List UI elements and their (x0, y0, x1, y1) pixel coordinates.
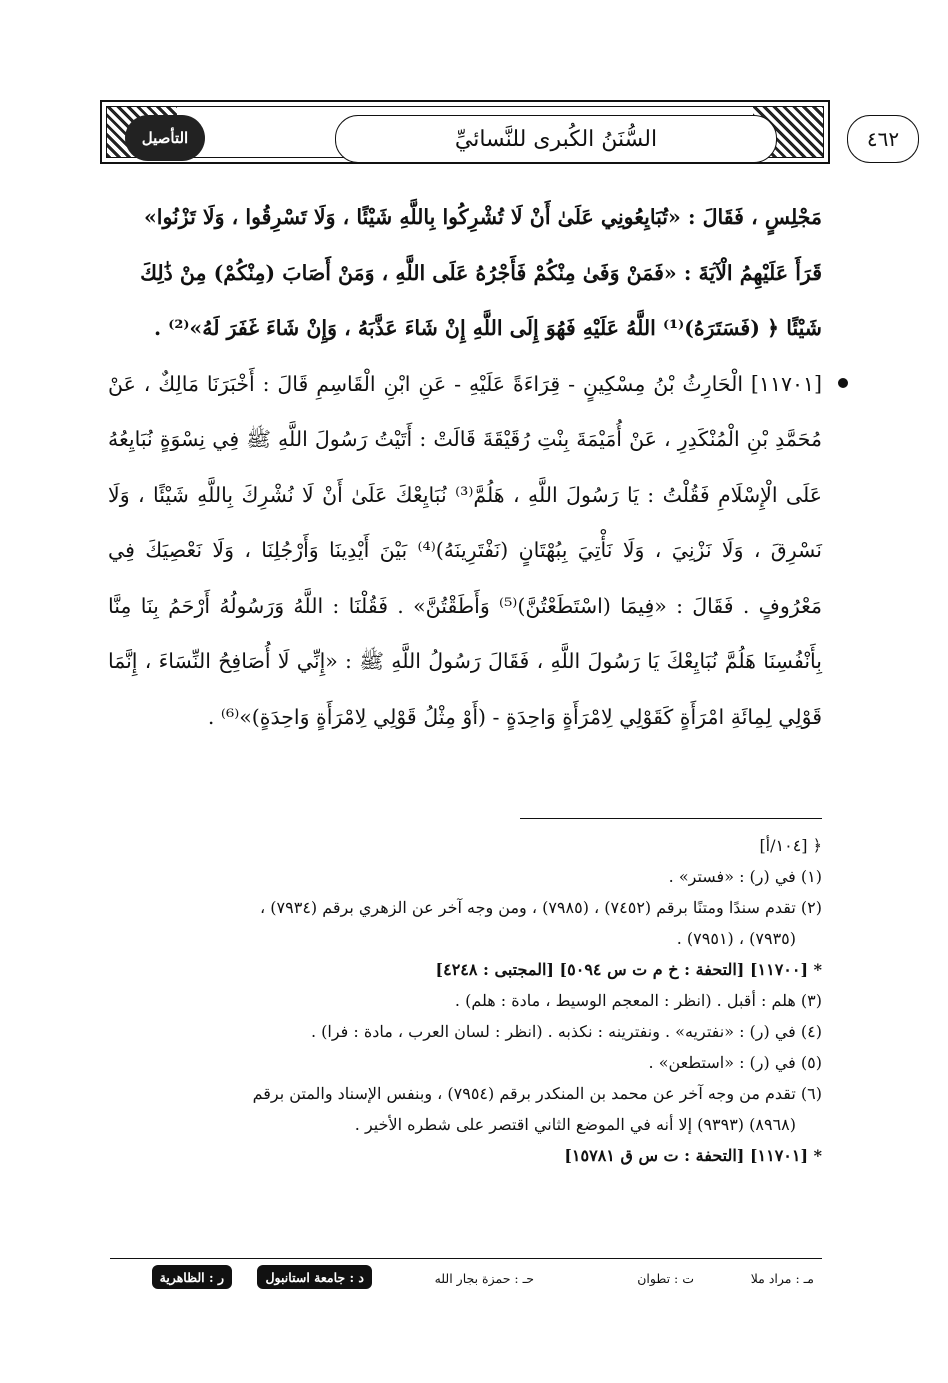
manuscript-code-t: ت : تطوان (637, 1271, 694, 1286)
book-title: السُّنَنُ الكُبرى للنَّسائيِّ (335, 115, 777, 163)
footnote-1: (١) في (ر) : «فستر» . (668, 867, 822, 886)
takhrij-11700: * [١١٧٠٠] [التحفة : خ م ت س ٥٠٩٤] [المجتبى : ٤٢٤٨] (435, 960, 822, 979)
manuscript-badge-d: د : جامعة استانبول (257, 1265, 372, 1289)
footnote-separator (520, 818, 822, 819)
page-header-frame (100, 100, 900, 164)
footer-separator (110, 1258, 822, 1259)
footnote-2-cont: (٧٩٣٥) ، (٧٩٥١) . (676, 929, 796, 948)
text-line-1: مَجْلِسٍ ، فَقَالَ : «تُبَايِعُونِي عَلَىٰ أَنْ لَا تُشْرِكُوا بِاللَّهِ شَيْئًا ، وَلَا تَسْرِقُوا ، وَلَا تَزْنُوا» (143, 205, 822, 229)
footnote-6: (٦) تقدم من وجه آخر عن محمد بن المنكدر برقم (٧٩٥٤) ، وبنفس الإسناد والمتن برقم (252, 1084, 822, 1103)
manuscript-badge-r: ر : الظاهرية (152, 1265, 232, 1289)
footnotes (110, 830, 822, 1171)
folio-marker: ﴿ [١٠٤/أ] (759, 836, 822, 855)
main-text (108, 190, 822, 745)
takhrij-11701: * [١١٧٠١] [التحفة : ت س ق ١٥٧٨١] (564, 1146, 822, 1165)
manuscript-footer (110, 1265, 822, 1293)
footnote-2: (٢) تقدم سندًا ومتنًا برقم (٧٤٥٢) ، (٧٩٨٥) ، ومن وجه آخر عن الزهري برقم (٧٩٣٤) ، (260, 898, 822, 917)
footnote-3: (٣) هلم : أقبل . (انظر : المعجم الوسيط ، مادة : هلم) . (454, 991, 822, 1010)
footnote-4: (٤) في (ر) : «نفتريه» . ونفترينه : نكذبه . (انظر : لسان العرب ، مادة : فرا) . (310, 1022, 822, 1041)
paragraph-bullet (838, 378, 848, 388)
text-line-2: قَرَأَ عَلَيْهِمُ الْآيَةَ : «فَمَنْ وَفَىٰ مِنْكُمْ فَأَجْرُهُ عَلَى اللَّهِ ، وَمَنْ أَصَابَ (مِنْكُمْ) مِنْ ذَٰلِكَ (140, 260, 822, 285)
manuscript-code-h: حـ : حمزة بجار الله (434, 1271, 534, 1286)
page-number: ٤٦٢ (847, 115, 919, 163)
manuscript-code-m: مـ : مراد ملا (750, 1271, 814, 1286)
footnote-5: (٥) في (ر) : «استطعن» . (648, 1053, 822, 1072)
publisher-emblem: التأصيل (125, 115, 205, 161)
hadith-paragraph: [١١٧٠١] الْحَارِثُ بْنُ مِسْكِينٍ - قِرَاءَةً عَلَيْهِ - عَنِ ابْنِ الْقَاسِمِ قَالَ : أَخْبَرَنَا مَالِكٌ ، عَنْ مُحَمَّدِ بْنِ الْمُنْكَدِرِ ، عَنْ أُمَيْمَةَ بِنْتِ رُقَيْقَةَ قَالَتْ : أَتَيْتُ رَسُولَ اللَّهِ ﷺ فِي نِسْوَةٍ نُبَايِعُهُ عَلَى الْإِسْلَامِ فَقُلْتُ : يَا رَسُولَ اللَّهِ ، هَلُمَّ⁽³⁾ نُبَايِعْكَ عَلَىٰ أَنْ لَا نُشْرِكَ بِاللَّهِ شَيْئًا ، وَلَا نَسْرِقَ ، وَلَا نَزْنِيَ ، وَلَا نَأْتِيَ بِبُهْتَانٍ (نَفْتَرِينَهُ)⁽⁴⁾ بَيْنَ أَيْدِينَا وَأَرْجُلِنَا ، وَلَا نَعْصِيَكَ فِي مَعْرُوفٍ . فَقَالَ : «فِيمَا (اسْتَطَعْتُنَّ)⁽⁵⁾ وَأَطَقْتُنَّ» . فَقُلْنَا : اللَّهُ وَرَسُولُهُ أَرْحَمُ بِنَا مِنَّا بِأَنْفُسِنَا هَلُمَّ نُبَايِعْكَ يَا رَسُولَ اللَّهِ ، فَقَالَ رَسُولُ اللَّهِ ﷺ : «إِنِّي لَا أُصَافِحُ النِّسَاءَ ، إِنَّمَا قَوْلِي لِمِائَةِ امْرَأَةٍ كَقَوْلِي لِامْرَأَةٍ وَاحِدَةٍ - (أَوْ مِثْلُ قَوْلِي لِامْرَأَةٍ وَاحِدَةٍ)»⁽⁶⁾ . (108, 371, 823, 729)
text-line-3: شَيْئًا ﴿ (فَسَتَرَهُ)⁽¹⁾ اللَّهُ عَلَيْهِ فَهُوَ إِلَى اللَّهِ إِنْ شَاءَ عَذَّبَهُ ، وَإِنْ شَاءَ غَفَرَ لَهُ»⁽²⁾ . (153, 316, 822, 340)
header-inner-border (106, 106, 900, 158)
footnote-6-cont: (٨٩٦٨) (٩٣٩٣) إلا أنه في الموضع الثاني اقتصر على شطره الأخير . (354, 1115, 796, 1134)
